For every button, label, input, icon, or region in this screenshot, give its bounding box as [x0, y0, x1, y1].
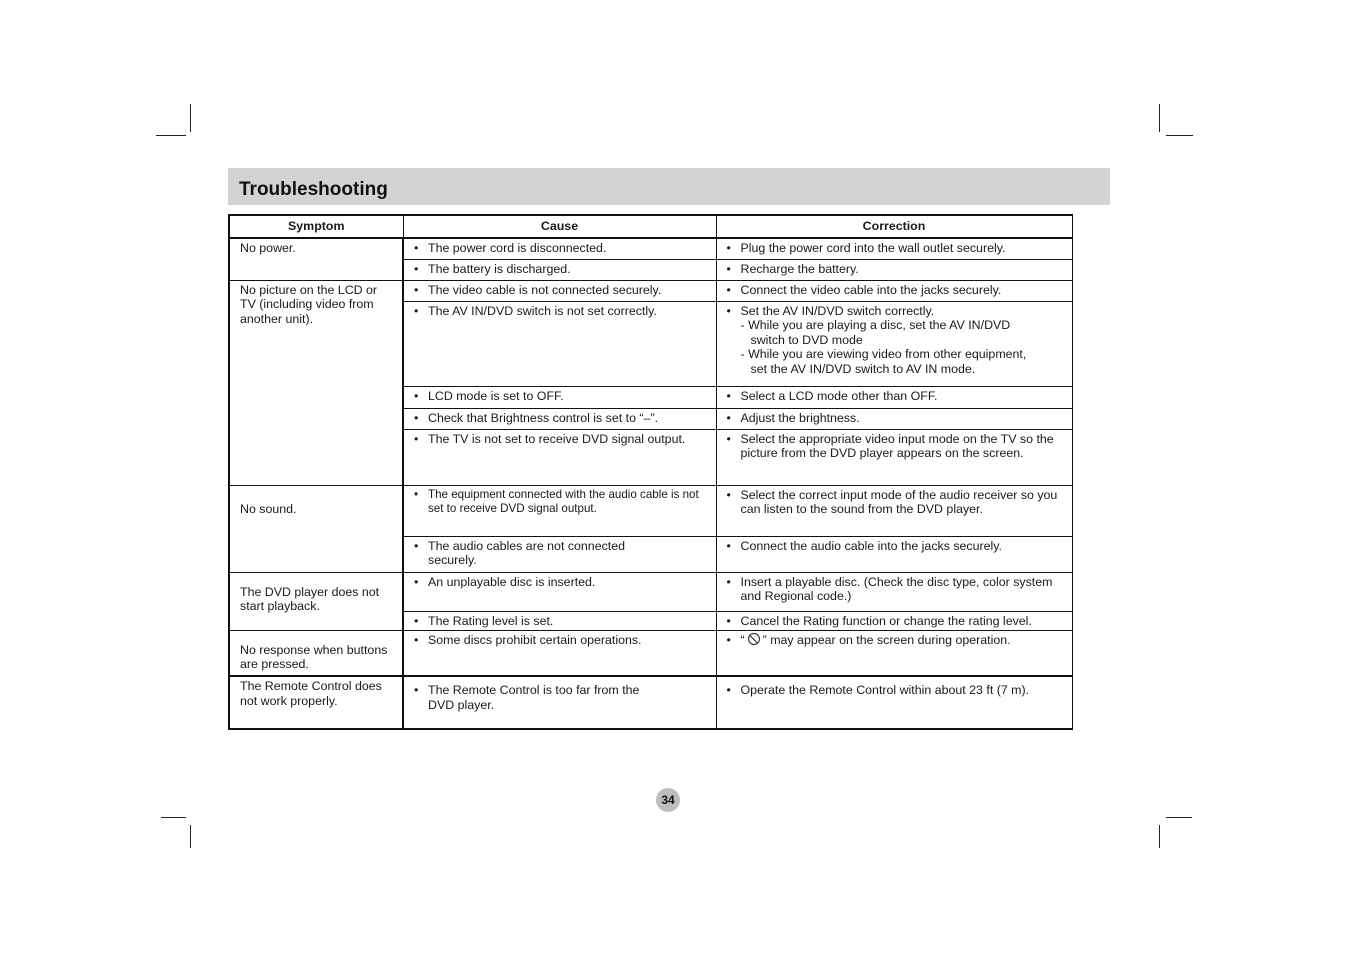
symptom-cell: The Remote Control does not work properly. — [229, 676, 403, 729]
correction-cell: • Adjust the brightness. — [716, 408, 1072, 429]
column-header-cause: Cause — [403, 215, 716, 238]
cause-cell: • The equipment connected with the audio cable is not set to receive DVD signal output. — [403, 485, 716, 536]
correction-cell: • Insert a playable disc. (Check the disc type, color system and Regional code.) — [716, 572, 1072, 611]
column-header-symptom: Symptom — [229, 215, 403, 238]
correction-sub-item: - While you are viewing video from other equipment, set the AV IN/DVD switch to AV IN mode. — [740, 347, 1027, 376]
cause-cell: • The audio cables are not connected securely. — [403, 536, 716, 572]
page-title: Troubleshooting — [239, 179, 388, 200]
correction-cell: • Cancel the Rating function or change the rating level. — [716, 611, 1072, 630]
cause-cell: • LCD mode is set to OFF. — [403, 386, 716, 408]
cause-cell: • The TV is not set to receive DVD signal output. — [403, 429, 716, 485]
correction-cell: • Select the correct input mode of the audio receiver so you can listen to the sound from the DVD player. — [716, 485, 1072, 536]
correction-cell: • Operate the Remote Control within about 23 ft (7 m). — [716, 676, 1072, 729]
cause-cell: • The Rating level is set. — [403, 611, 716, 630]
page-number-badge: 34 — [656, 788, 680, 812]
cause-cell: • The power cord is disconnected. — [403, 238, 716, 259]
troubleshooting-table — [228, 214, 1073, 730]
crop-mark-bottom-right-vertical — [1159, 825, 1160, 848]
correction-cell: • “ ” may appear on the screen during operation. — [716, 630, 1072, 676]
symptom-cell: No sound. — [229, 485, 403, 572]
cause-cell: • The AV IN/DVD switch is not set correctly. — [403, 301, 716, 386]
cause-cell: • Check that Brightness control is set to “–”. — [403, 408, 716, 429]
table-header-row — [229, 215, 1072, 238]
symptom-cell: No response when buttons are pressed. — [229, 630, 403, 676]
table-row — [229, 572, 1072, 611]
correction-cell: • Set the AV IN/DVD switch correctly. - While you are playing a disc, set the AV IN/DVD switch to DVD mode - While you are viewing video from other equipment, set the AV IN/DVD switch to AV IN mode. — [716, 301, 1072, 386]
crop-mark-top-right-horizontal — [1166, 135, 1193, 136]
correction-sub-item: - While you are playing a disc, set the AV IN/DVD switch to DVD mode — [740, 318, 1011, 347]
prohibited-symbol-icon — [748, 633, 760, 645]
cause-cell: • An unplayable disc is inserted. — [403, 572, 716, 611]
column-header-correction: Correction — [716, 215, 1072, 238]
cause-cell: • The video cable is not connected securely. — [403, 280, 716, 301]
correction-cell: • Connect the audio cable into the jacks securely. — [716, 536, 1072, 572]
correction-cell: • Recharge the battery. — [716, 259, 1072, 280]
crop-mark-top-left-vertical — [190, 104, 191, 132]
crop-mark-top-left-horizontal — [156, 135, 186, 136]
section-title-bar — [228, 168, 1110, 205]
table-row — [229, 676, 1072, 729]
correction-cell: • Connect the video cable into the jacks securely. — [716, 280, 1072, 301]
table-row — [229, 280, 1072, 301]
crop-mark-bottom-left-horizontal — [161, 817, 186, 818]
table-row — [229, 485, 1072, 536]
cause-cell: • Some discs prohibit certain operations. — [403, 630, 716, 676]
table-row — [229, 630, 1072, 676]
symptom-cell: The DVD player does not start playback. — [229, 572, 403, 630]
crop-mark-bottom-right-horizontal — [1166, 817, 1192, 818]
crop-mark-top-right-vertical — [1159, 104, 1160, 132]
correction-cell: • Select the appropriate video input mode on the TV so the picture from the DVD player appears on the screen. — [716, 429, 1072, 485]
symptom-cell: No picture on the LCD or TV (including video from another unit). — [229, 280, 403, 485]
correction-cell: • Plug the power cord into the wall outlet securely. — [716, 238, 1072, 259]
cause-cell: • The battery is discharged. — [403, 259, 716, 280]
crop-mark-bottom-left-vertical — [190, 825, 191, 848]
table-row — [229, 238, 1072, 259]
cause-cell: • The Remote Control is too far from the DVD player. — [403, 676, 716, 729]
correction-cell: • Select a LCD mode other than OFF. — [716, 386, 1072, 408]
symptom-cell: No power. — [229, 238, 403, 280]
